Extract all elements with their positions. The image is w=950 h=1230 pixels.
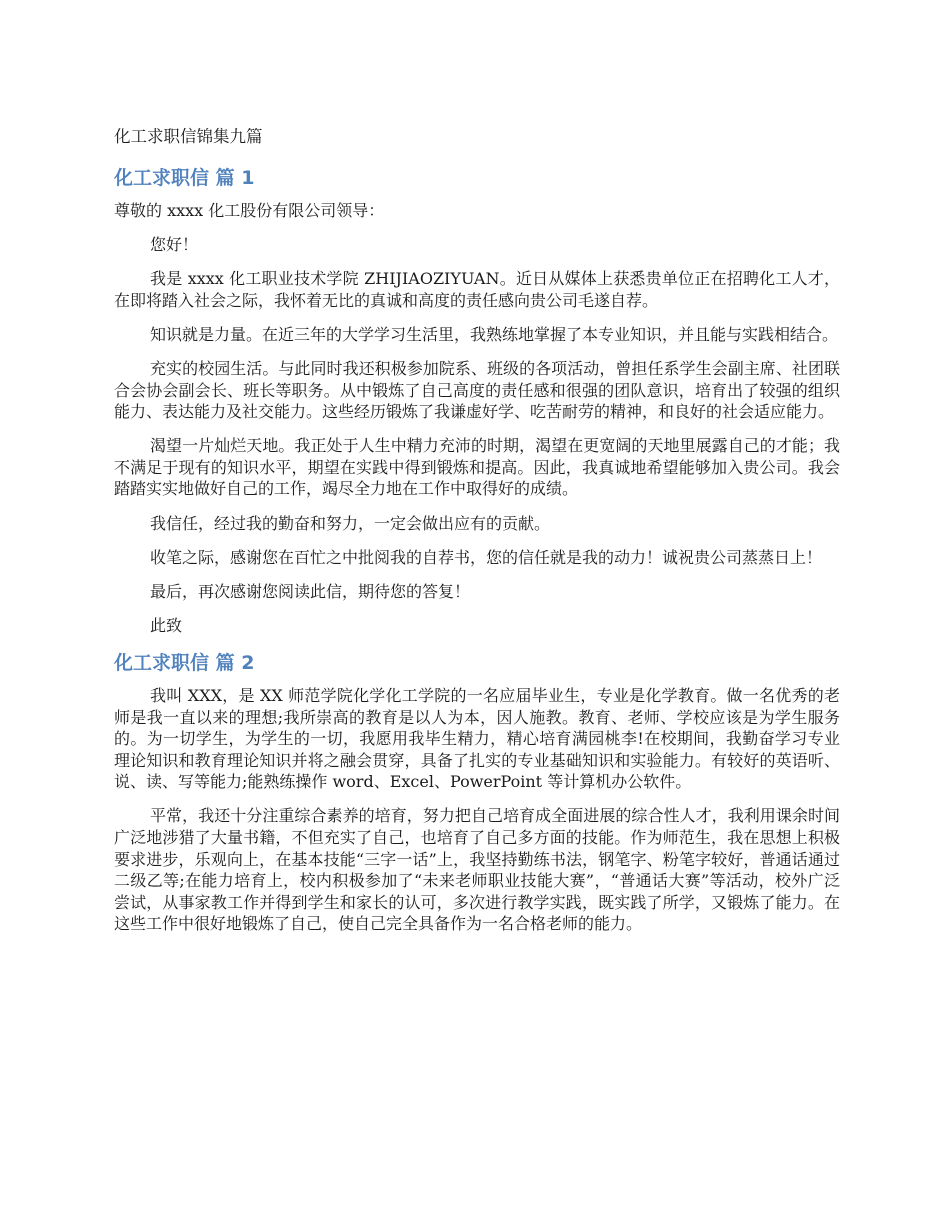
- document-title: 化工求职信锦集九篇: [114, 127, 263, 146]
- document-page: [114, 124, 840, 947]
- salutation: 尊敬的 xxxx 化工股份有限公司领导：: [114, 201, 385, 220]
- section-1: [114, 164, 840, 636]
- closing: 此致: [150, 615, 183, 635]
- paragraph: 最后，再次感谢您阅读此信，期待您的答复！: [150, 581, 471, 601]
- paragraph: 充实的校园生活。与此同时我还积极参加院系、班级的各项活动，曾担任系学生会副主席、社团联合会协会副会长、班长等职务。从中锻炼了自己高度的责任感和很强的团队意识，培育出了较强的组织能力、表达能力及社交能力。这些经历锻炼了我谦虚好学、吃苦耐劳的精神，和良好的社会适应能力。: [114, 358, 840, 422]
- paragraph: 我是 xxxx 化工职业技术学院 ZHIJIAOZIYUAN。近日从媒体上获悉贵单位正在招聘化工人才，在即将踏入社会之际，我怀着无比的真诚和高度的责任感向贵公司毛遂自荐。: [114, 269, 840, 310]
- paragraph: 收笔之际，感谢您在百忙之中批阅我的自荐书，您的信任就是我的动力！诚祝贵公司蒸蒸日上！: [150, 547, 823, 567]
- section-heading: 化工求职信 篇 2: [114, 651, 255, 674]
- paragraph: 渴望一片灿烂天地。我正处于人生中精力充沛的时期，渴望在更宽阔的天地里展露自己的才能；我不满足于现有的知识水平，期望在实践中得到锻炼和提高。因此，我真诚地希望能够加入贵公司。我会踏踏实实地做好自己的工作，竭尽全力地在工作中取得好的成绩。: [114, 436, 840, 499]
- section-2: [114, 649, 840, 935]
- paragraph: 平常，我还十分注重综合素养的培育，努力把自己培育成全面进展的综合性人才，我利用课余时间广泛地涉猎了大量书籍，不但充实了自己，也培育了自己多方面的技能。作为师范生，我在思想上积极要求进步，乐观向上，在基本技能“三字一话”上，我坚持勤练书法，钢笔字、粉笔字较好，普通话通过二级乙等;在能力培育上，校内积极参加了“未来老师职业技能大赛”，“普通话大赛”等活动，校外广泛尝试，从事家教工作并得到学生和家长的认可，多次进行教学实践，既实践了所学，又锻炼了能力。在这些工作中很好地锻炼了自己，使自己完全具备作为一名合格老师的能力。: [114, 806, 840, 934]
- section-heading: 化工求职信 篇 1: [114, 167, 255, 189]
- paragraph: 我信任，经过我的勤奋和努力，一定会做出应有的贡献。: [150, 513, 551, 533]
- paragraph: 知识就是力量。在近三年的大学学习生活里，我熟练地掌握了本专业知识，并且能与实践相结合。: [150, 324, 839, 344]
- paragraph: 我叫 XXX，是 XX 师范学院化学化工学院的一名应届毕业生，专业是化学教育。做一名优秀的老师是我一直以来的理想;我所崇高的教育是以人为本，因人施教。教育、老师、学校应该是为学生服务的。为一切学生，为学生的一切，我愿用我毕生精力，精心培育满园桃李!在校期间，我勤奋学习专业理论知识和教育理论知识并将之融会贯穿，具备了扎实的专业基础知识和实验能力。有较好的英语听、说、读、写等能力;能熟练操作 word、Excel、PowerPoint 等计算机办公软件。: [114, 685, 840, 792]
- greeting: 您好！: [150, 235, 199, 255]
